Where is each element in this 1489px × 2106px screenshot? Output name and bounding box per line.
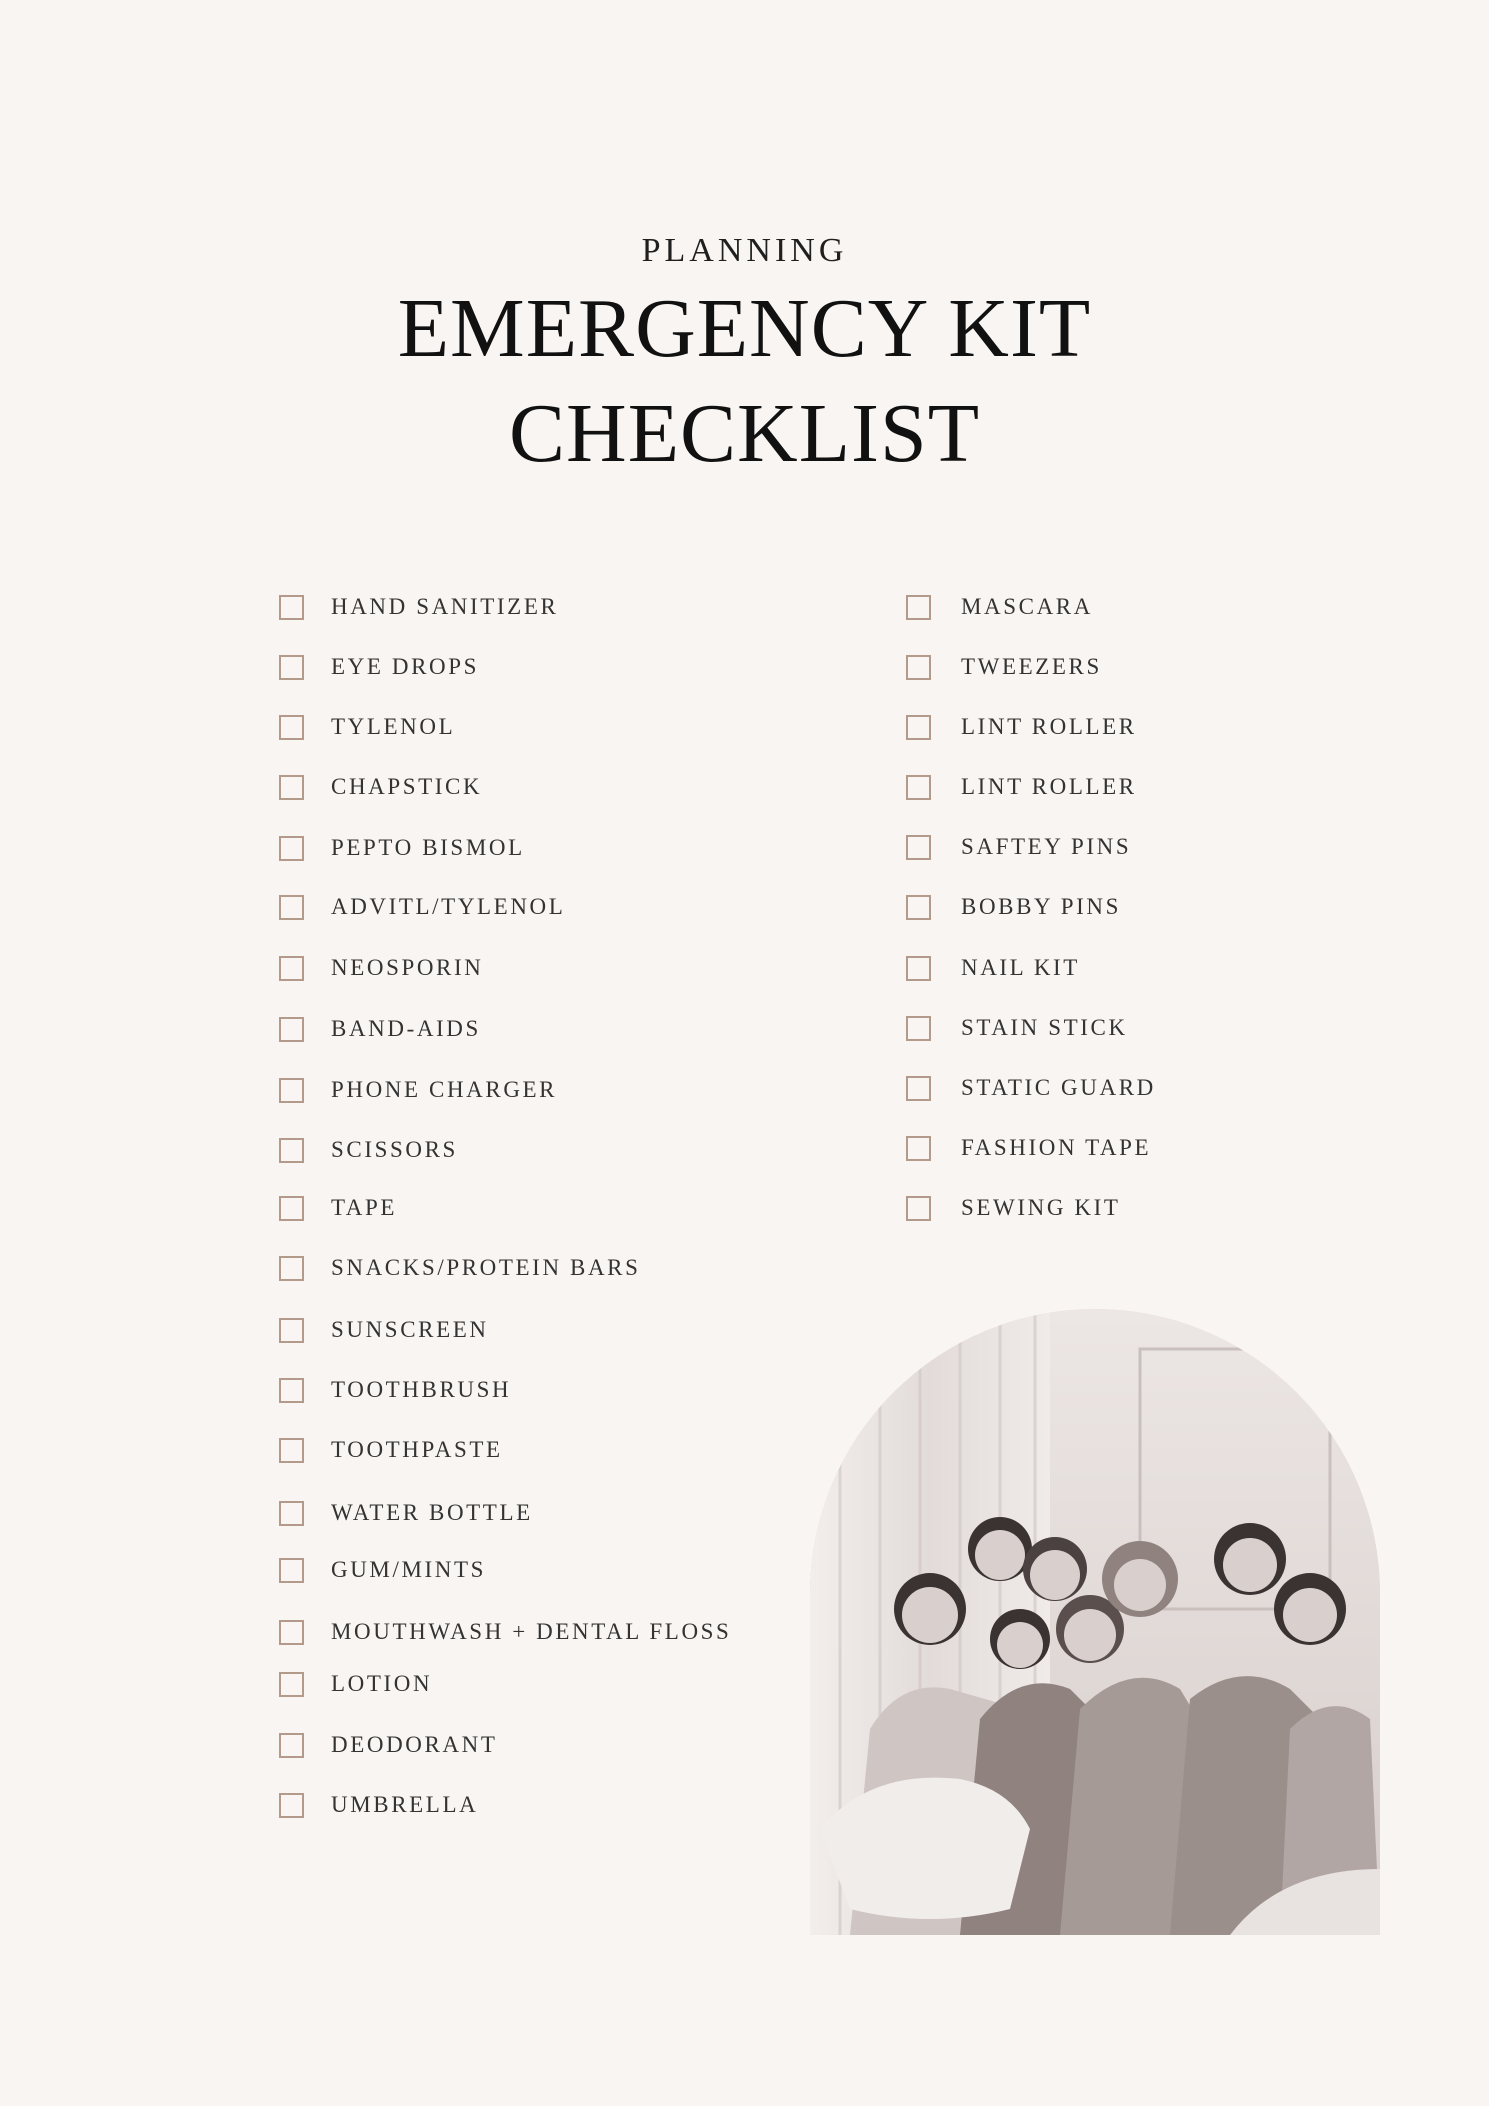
- checkbox[interactable]: [906, 895, 931, 920]
- checklist-item-label: TYLENOL: [331, 714, 456, 739]
- checklist-item[interactable]: [279, 890, 565, 924]
- checklist-item-label: SAFTEY PINS: [961, 834, 1132, 859]
- checklist-item[interactable]: [279, 831, 525, 865]
- checkbox[interactable]: [279, 1378, 304, 1403]
- checklist-item-label: BAND-AIDS: [331, 1016, 481, 1041]
- checkbox[interactable]: [279, 1017, 304, 1042]
- checkbox[interactable]: [279, 1501, 304, 1526]
- checkbox[interactable]: [279, 895, 304, 920]
- checkbox[interactable]: [279, 1196, 304, 1221]
- checklist-item-label: EYE DROPS: [331, 654, 480, 679]
- checkbox[interactable]: [279, 1672, 304, 1697]
- checklist-item[interactable]: [906, 890, 1121, 924]
- checklist-item[interactable]: [906, 650, 1102, 684]
- checkbox[interactable]: [279, 775, 304, 800]
- checkbox[interactable]: [906, 775, 931, 800]
- checklist-item-label: MOUTHWASH + DENTAL FLOSS: [331, 1619, 732, 1644]
- checklist-item[interactable]: [279, 1373, 511, 1407]
- checklist-item-label: NAIL KIT: [961, 955, 1080, 980]
- checklist-item[interactable]: [279, 1313, 489, 1347]
- checklist-item-label: STATIC GUARD: [961, 1075, 1156, 1100]
- checklist-item[interactable]: [906, 770, 1137, 804]
- checklist-item[interactable]: [279, 1615, 731, 1649]
- checklist-item-label: HAND SANITIZER: [331, 594, 559, 619]
- checkbox[interactable]: [279, 1793, 304, 1818]
- checkbox[interactable]: [279, 1733, 304, 1758]
- checkbox[interactable]: [279, 1558, 304, 1583]
- checkbox[interactable]: [279, 595, 304, 620]
- checkbox[interactable]: [906, 715, 931, 740]
- checklist-item-label: UMBRELLA: [331, 1792, 479, 1817]
- checkbox[interactable]: [279, 956, 304, 981]
- checkbox[interactable]: [906, 1016, 931, 1041]
- checkbox[interactable]: [279, 836, 304, 861]
- checkbox[interactable]: [279, 1438, 304, 1463]
- checklist-item[interactable]: [279, 1788, 478, 1822]
- checklist-item-label: MASCARA: [961, 594, 1093, 619]
- group-photo-icon: [810, 1309, 1380, 1935]
- checkbox[interactable]: [279, 1318, 304, 1343]
- checklist-item[interactable]: [279, 770, 482, 804]
- checklist-item[interactable]: [279, 1496, 533, 1530]
- checkbox[interactable]: [279, 655, 304, 680]
- checklist-item-label: TOOTHBRUSH: [331, 1377, 512, 1402]
- checklist-item[interactable]: [279, 1553, 486, 1587]
- checkbox[interactable]: [279, 715, 304, 740]
- checkbox[interactable]: [279, 1078, 304, 1103]
- checklist-item[interactable]: [906, 1131, 1151, 1165]
- checkbox[interactable]: [906, 956, 931, 981]
- checklist-item-label: SUNSCREEN: [331, 1317, 489, 1342]
- checklist-item-label: FASHION TAPE: [961, 1135, 1152, 1160]
- checklist-item[interactable]: [279, 1073, 557, 1107]
- checkbox[interactable]: [906, 595, 931, 620]
- checkbox[interactable]: [906, 1196, 931, 1221]
- checklist-item-label: SCISSORS: [331, 1137, 458, 1162]
- checklist-item-label: WATER BOTTLE: [331, 1500, 533, 1525]
- checklist-item[interactable]: [279, 951, 483, 985]
- checklist-item[interactable]: [906, 590, 1093, 624]
- checklist-item-label: TOOTHPASTE: [331, 1437, 503, 1462]
- checklist-item[interactable]: [279, 1251, 641, 1285]
- checklist-item-label: CHAPSTICK: [331, 774, 483, 799]
- checklist-item-label: LINT ROLLER: [961, 714, 1137, 739]
- checklist-item-label: STAIN STICK: [961, 1015, 1128, 1040]
- checkbox[interactable]: [906, 1076, 931, 1101]
- page-title-line-2: CHECKLIST: [509, 387, 980, 480]
- checklist-item-label: TWEEZERS: [961, 654, 1102, 679]
- checklist-item-label: TAPE: [331, 1195, 398, 1220]
- checklist-item-label: SNACKS/PROTEIN BARS: [331, 1255, 641, 1280]
- group-photo: [810, 1309, 1380, 1935]
- checklist-item[interactable]: [279, 1191, 397, 1225]
- checkbox[interactable]: [906, 655, 931, 680]
- checkbox[interactable]: [279, 1620, 304, 1645]
- checklist-item-label: PHONE CHARGER: [331, 1077, 558, 1102]
- checklist-item[interactable]: [279, 590, 558, 624]
- checklist-item-label: SEWING KIT: [961, 1195, 1121, 1220]
- checklist-item[interactable]: [906, 1071, 1156, 1105]
- checklist-item-label: DEODORANT: [331, 1732, 498, 1757]
- checklist-item-label: LOTION: [331, 1671, 433, 1696]
- checklist-item[interactable]: [906, 951, 1080, 985]
- checkbox[interactable]: [906, 835, 931, 860]
- checkbox[interactable]: [279, 1256, 304, 1281]
- checkbox[interactable]: [279, 1138, 304, 1163]
- checkbox[interactable]: [906, 1136, 931, 1161]
- checklist-item-label: GUM/MINTS: [331, 1557, 487, 1582]
- section-kicker: PLANNING: [641, 232, 848, 269]
- checklist-item[interactable]: [279, 1012, 481, 1046]
- checklist-item-label: LINT ROLLER: [961, 774, 1137, 799]
- page-title-line-1: EMERGENCY KIT: [397, 282, 1092, 375]
- checklist-item[interactable]: [906, 1011, 1128, 1045]
- checklist-item[interactable]: [279, 1433, 503, 1467]
- checklist-item[interactable]: [906, 830, 1131, 864]
- checklist-item[interactable]: [279, 1728, 498, 1762]
- checklist-item[interactable]: [906, 1191, 1121, 1225]
- checklist-item[interactable]: [279, 650, 479, 684]
- checklist-item[interactable]: [906, 710, 1137, 744]
- checklist-item-label: NEOSPORIN: [331, 955, 484, 980]
- checklist-item-label: PEPTO BISMOL: [331, 835, 525, 860]
- checklist-item[interactable]: [279, 710, 455, 744]
- checklist-item[interactable]: [279, 1133, 458, 1167]
- checklist-item-label: ADVITL/TYLENOL: [331, 894, 566, 919]
- checklist-item-label: BOBBY PINS: [961, 894, 1121, 919]
- checklist-item[interactable]: [279, 1667, 432, 1701]
